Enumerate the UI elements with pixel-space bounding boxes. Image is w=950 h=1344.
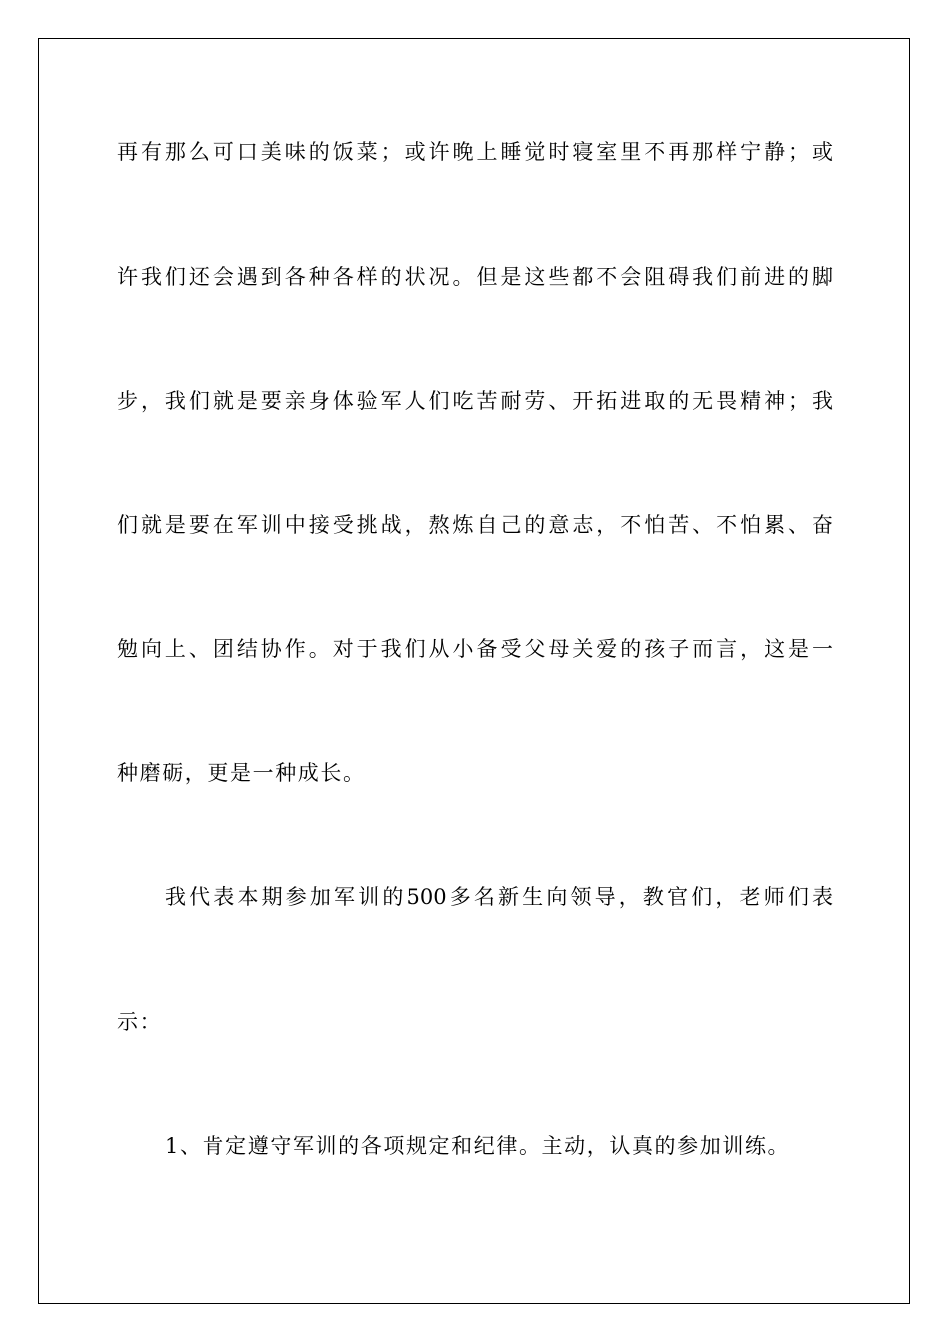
body-text-line-3: 步，我们就是要亲身体验军人们吃苦耐劳、开拓进取的无畏精神；我 bbox=[117, 389, 833, 413]
body-text-line-5: 勉向上、团结协作。对于我们从小备受父母关爱的孩子而言，这是一 bbox=[117, 637, 833, 661]
body-text-line-4: 们就是要在军训中接受挑战，熬炼自己的意志，不怕苦、不怕累、奋 bbox=[117, 513, 833, 537]
paragraph-2-line-2: 示： bbox=[117, 1010, 163, 1034]
body-text-line-6: 种磨砺，更是一种成长。 bbox=[117, 761, 366, 785]
body-text-line-1: 再有那么可口美味的饭菜；或许晚上睡觉时寝室里不再那样宁静；或 bbox=[117, 140, 833, 164]
numbered-item-1: 1、肯定遵守军训的各项规定和纪律。主动，认真的参加训练。 bbox=[165, 1134, 791, 1158]
paragraph-2-line-1: 我代表本期参加军训的500多名新生向领导，教官们，老师们表 bbox=[165, 885, 833, 909]
page-border bbox=[38, 38, 910, 1304]
body-text-line-2: 许我们还会遇到各种各样的状况。但是这些都不会阻碍我们前进的脚 bbox=[117, 265, 833, 289]
